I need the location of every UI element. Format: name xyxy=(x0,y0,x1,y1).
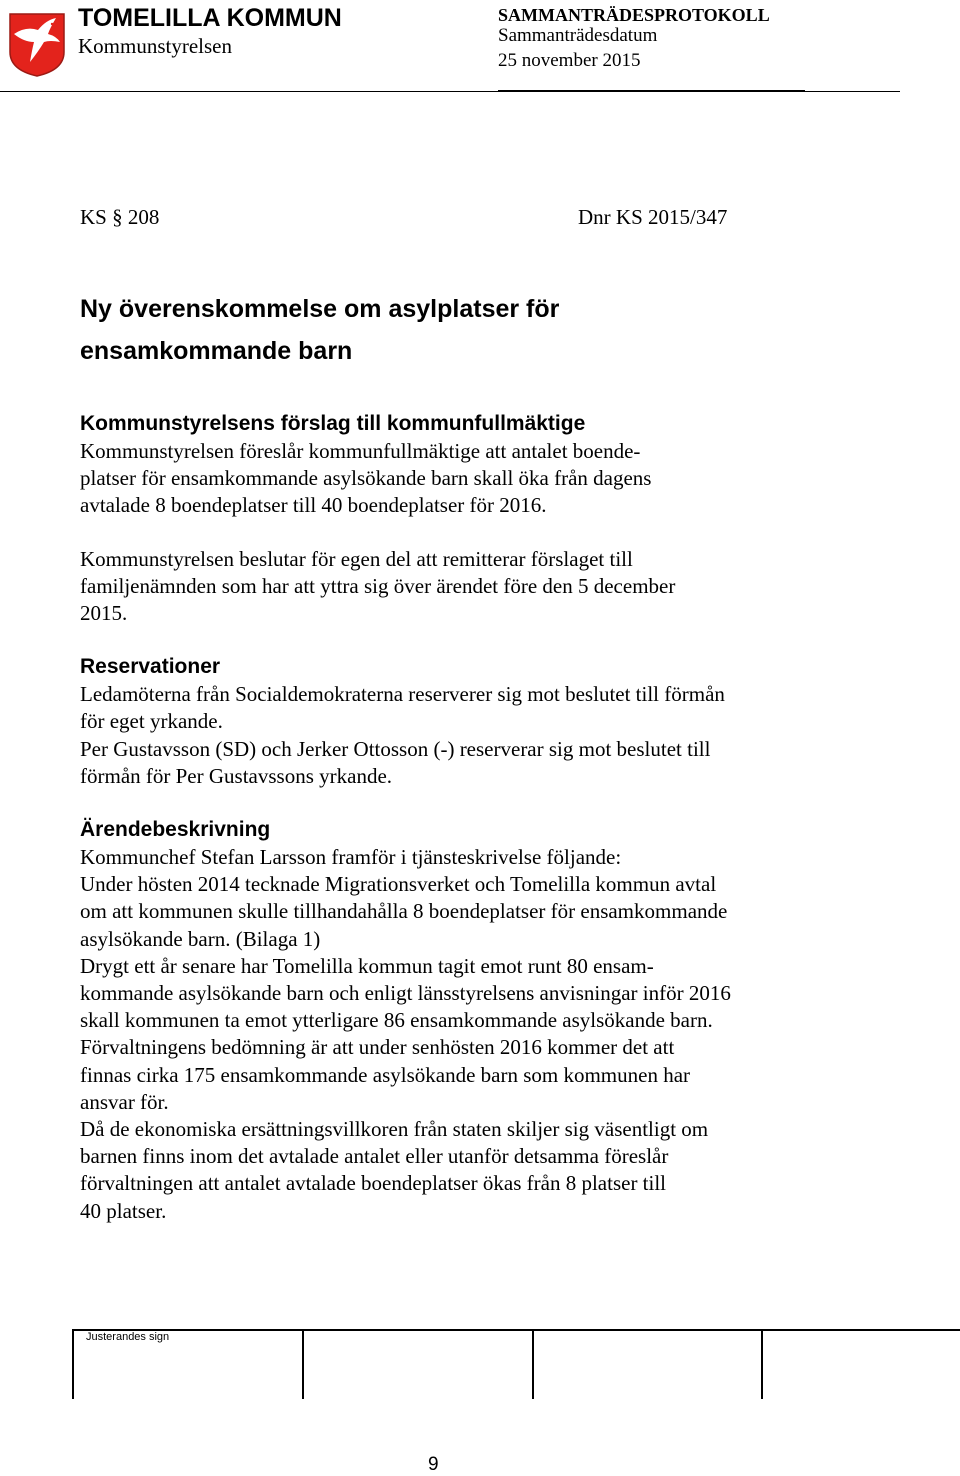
text-line: Under hösten 2014 tecknade Migrationsverket och Tomelilla kommun avtal xyxy=(80,872,717,897)
text-line: 40 platser. xyxy=(80,1198,167,1223)
text-line: Kommunchef Stefan Larsson framför i tjänsteskrivelse följande: xyxy=(80,845,622,870)
proposal-text xyxy=(80,438,840,520)
document-body xyxy=(80,288,840,1225)
text-line: platser för ensamkommande asylsökande barn skall öka från dagens xyxy=(80,466,652,491)
text-line: avtalade 8 boendeplatser till 40 boendeplatser för 2016. xyxy=(80,493,547,518)
title-line: Ny överenskommelse om asylplatser för xyxy=(80,295,560,323)
signature-cell xyxy=(72,1331,74,1399)
document-title xyxy=(80,288,840,372)
decision-text xyxy=(80,546,840,628)
text-line: Kommunstyrelsen beslutar för egen del att remitterar förslaget till xyxy=(80,546,633,571)
paragraph-reference: KS § 208 xyxy=(80,205,160,229)
document-type: SAMMANTRÄDESPROTOKOLL xyxy=(498,5,770,25)
signature-cell xyxy=(532,1331,534,1399)
text-line: skall kommunen ta emot ytterligare 86 ensamkommande asylsökande barn. xyxy=(80,1008,713,1033)
text-line: finnas cirka 175 ensamkommande asylsökande barn som kommunen har xyxy=(80,1062,691,1087)
description-text xyxy=(80,844,840,1225)
reservations-text xyxy=(80,681,840,790)
proposal-heading: Kommunstyrelsens förslag till kommunfullmäktige xyxy=(80,412,586,435)
text-line: Ledamöterna från Socialdemokraterna reserverer sig mot beslutet till förmån xyxy=(80,682,725,707)
crane-coat-of-arms-icon xyxy=(8,12,66,78)
text-line: asylsökande barn. (Bilaga 1) xyxy=(80,926,321,951)
text-line: förmån för Per Gustavssons yrkande. xyxy=(80,763,393,788)
text-line: Per Gustavsson (SD) och Jerker Ottosson (-) reserverar sig mot beslutet till xyxy=(80,736,711,761)
description-heading: Ärendebeskrivning xyxy=(80,818,271,842)
header-divider-accent xyxy=(498,90,805,92)
text-line: barnen finns inom det avtalade antalet eller utanför detsamma föreslår xyxy=(80,1144,669,1169)
text-line: familjenämnden som har att yttra sig över ärendet före den 5 december xyxy=(80,573,676,598)
title-line: ensamkommande barn xyxy=(80,337,353,365)
text-line: Förvaltningens bedömning är att under senhösten 2016 kommer det att xyxy=(80,1035,675,1060)
text-line: Då de ekonomiska ersättningsvillkoren från staten skiljer sig väsentligt om xyxy=(80,1117,709,1142)
text-line: Drygt ett år senare har Tomelilla kommun tagit emot runt 80 ensam- xyxy=(80,953,654,978)
text-line: Kommunstyrelsen föreslår kommunfullmäktige att antalet boende- xyxy=(80,439,641,463)
signature-box xyxy=(72,1329,960,1399)
diary-number: Dnr KS 2015/347 xyxy=(578,205,728,229)
text-line: ansvar för. xyxy=(80,1089,169,1114)
signature-cell xyxy=(302,1331,304,1399)
text-line: om att kommunen skulle tillhandahålla 8 boendeplatser för ensamkommande xyxy=(80,899,728,924)
organization-unit: Kommunstyrelsen xyxy=(78,34,232,58)
meeting-date-label: Sammanträdesdatum xyxy=(498,25,658,46)
organization-name: TOMELILLA KOMMUN xyxy=(78,4,342,32)
signature-cell xyxy=(761,1331,763,1399)
text-line: förvaltningen att antalet avtalade boendeplatser ökas från 8 platser till xyxy=(80,1171,667,1196)
text-line: kommande asylsökande barn och enligt länsstyrelsens anvisningar inför 2016 xyxy=(80,981,731,1006)
text-line: för eget yrkande. xyxy=(80,709,223,734)
meeting-date: 25 november 2015 xyxy=(498,50,641,71)
text-line: 2015. xyxy=(80,601,128,626)
page-number: 9 xyxy=(428,1454,439,1475)
signature-label: Justerandes sign xyxy=(86,1331,170,1343)
reservations-heading: Reservationer xyxy=(80,655,221,679)
